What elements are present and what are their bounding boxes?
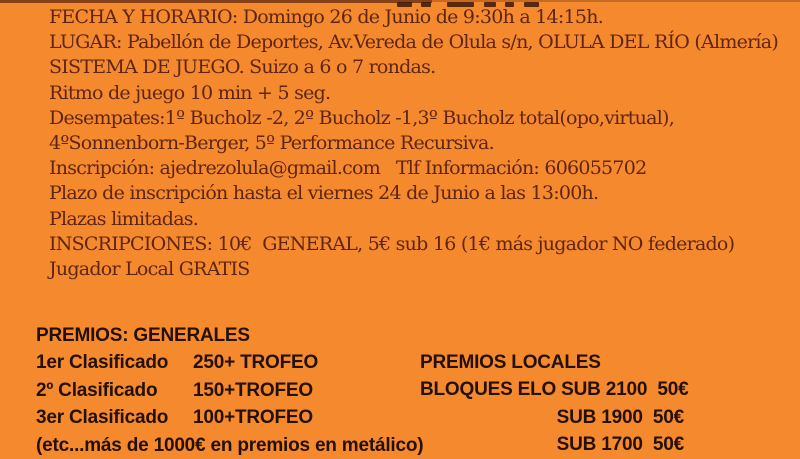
info-line-plazas-limitadas: Plazas limitadas. <box>49 207 199 230</box>
info-line-plazo-inscripcion: Plazo de inscripción hasta el viernes 24 de Junio a las 13:00h. <box>49 182 599 205</box>
locales-row-sub1900: SUB 1900 50€ <box>556 406 684 428</box>
info-line-lugar: LUGAR: Pabellón de Deportes, Av.Vereda de Olula s/n, OLULA DEL RÍO (Almería) <box>49 31 778 54</box>
premio-label-3er: 3er Clasificado <box>36 407 169 429</box>
premios-locales-title: PREMIOS LOCALES <box>420 352 601 373</box>
premio-row-2 <box>36 377 426 404</box>
premio-prize-1er: 250+ TROFEO <box>193 352 319 374</box>
info-line-ritmo-juego: Ritmo de juego 10 min + 5 seg. <box>49 81 331 104</box>
tournament-info-block <box>49 5 789 282</box>
premio-prize-3er: 100+TROFEO <box>193 407 313 429</box>
info-line-jugador-local: Jugador Local GRATIS <box>49 257 250 280</box>
premio-prize-2o: 150+TROFEO <box>193 379 313 401</box>
premio-row-1 <box>36 349 426 376</box>
premio-label-1er: 1er Clasificado <box>36 352 169 374</box>
premios-footnote: (etc...más de 1000€ en premios en metálico) <box>36 434 424 456</box>
info-line-fecha-horario: FECHA Y HORARIO: Domingo 26 de Junio de 9:30h a 14:15h. <box>49 6 603 28</box>
info-line-sistema-juego: SISTEMA DE JUEGO. Suizo a 6 o 7 rondas. <box>49 56 436 79</box>
cropped-text-remnant-strip <box>0 0 432 3</box>
info-line-desempates-2: 4ºSonnenborn-Berger, 5º Performance Recursiva. <box>49 131 494 154</box>
premios-locales-section <box>420 349 689 459</box>
info-line-desempates-1: Desempates:1º Bucholz -2, 2º Bucholz -1,3º Bucholz total(opo,virtual), <box>49 106 674 129</box>
info-line-inscripciones-precio: INSCRIPCIONES: 10€ GENERAL, 5€ sub 16 (1€ más jugador NO federado) <box>49 232 735 255</box>
locales-row-sub2100: BLOQUES ELO SUB 2100 50€ <box>420 379 689 401</box>
premios-generales-section <box>36 322 426 459</box>
premios-generales-title: PREMIOS: GENERALES <box>36 325 250 346</box>
premio-row-3 <box>36 404 426 431</box>
premio-label-2o: 2º Clasificado <box>36 379 158 401</box>
locales-row-sub1700: SUB 1700 50€ <box>556 434 684 456</box>
info-line-inscripcion-email: Inscripción: ajedrezolula@gmail.com Tlf Información: 606055702 <box>49 157 647 180</box>
